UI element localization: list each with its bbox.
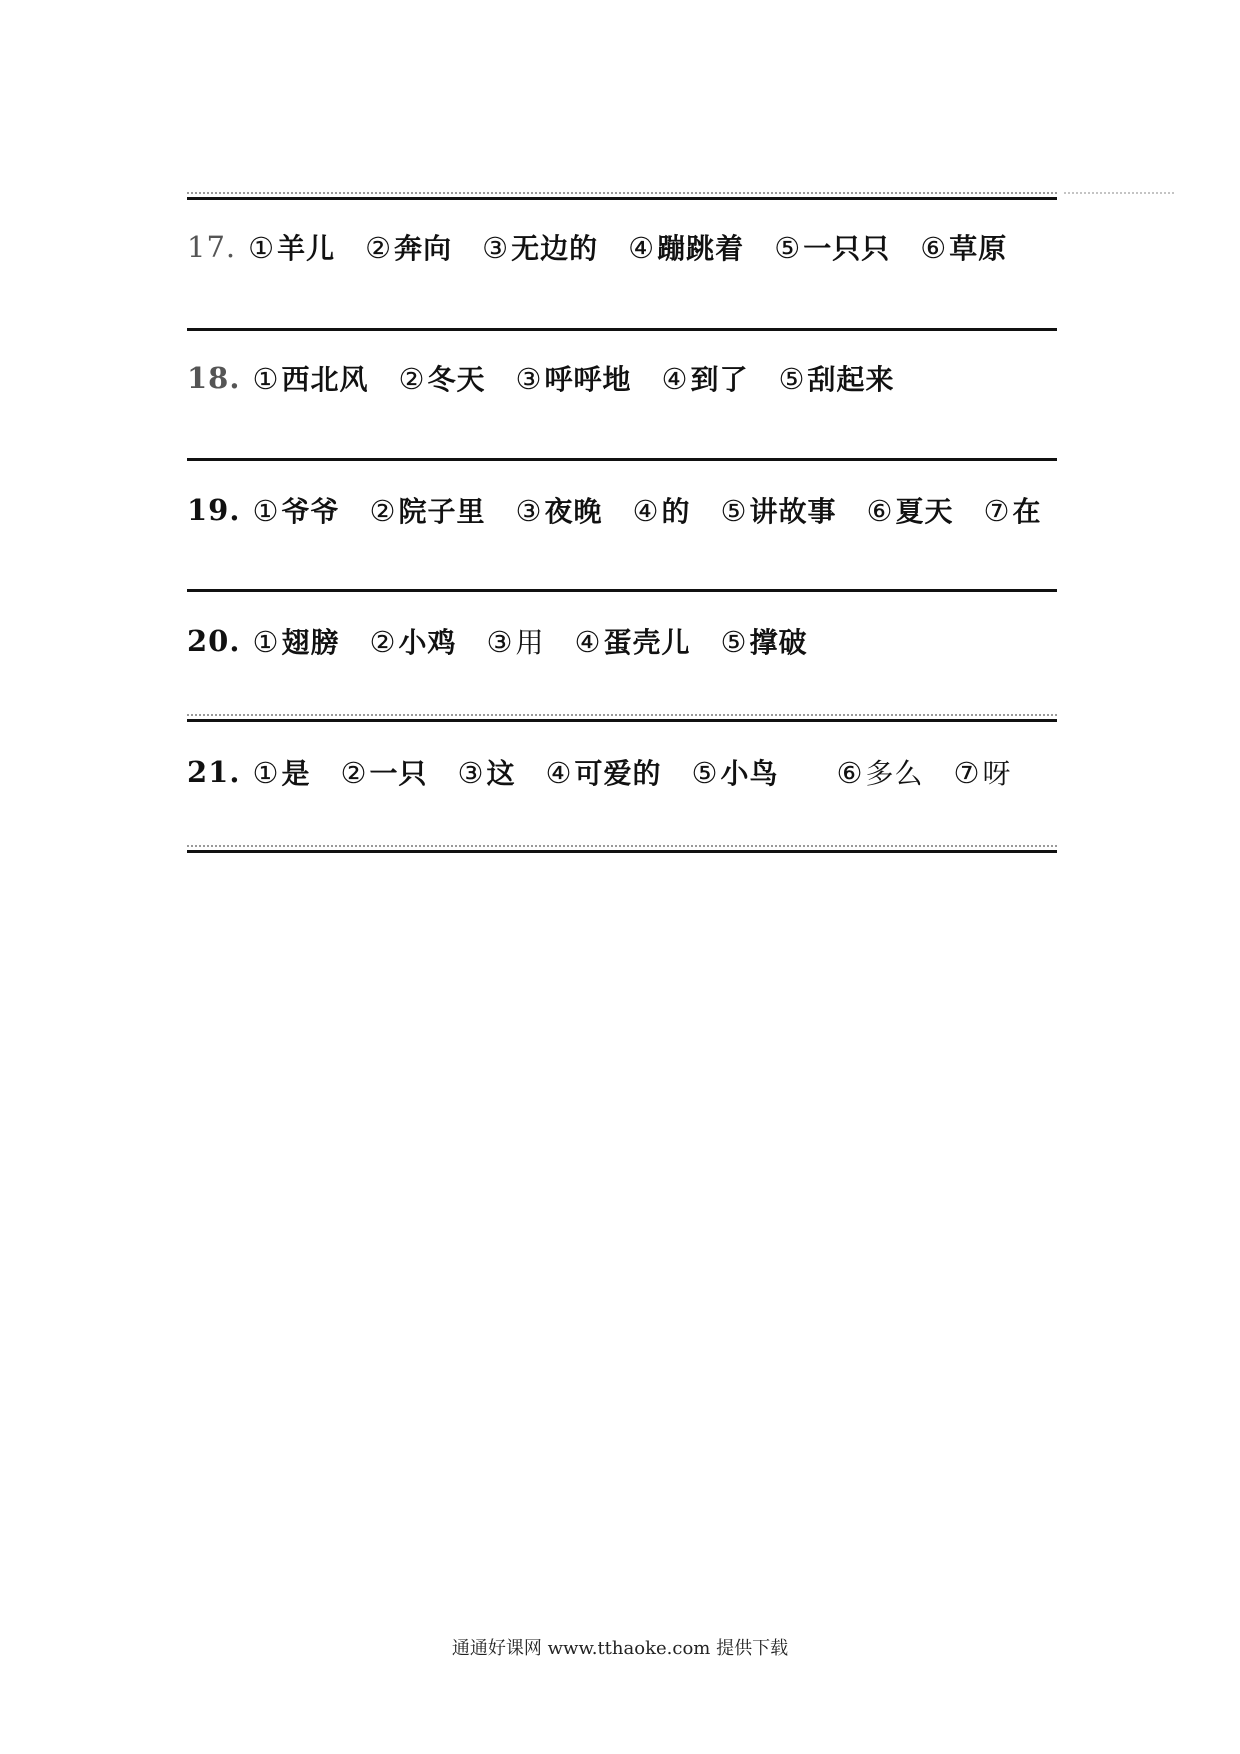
option — [774, 227, 890, 267]
option-text: 一只 — [369, 757, 428, 790]
option-text: 讲故事 — [749, 495, 837, 528]
question-number: 17. — [187, 230, 237, 264]
option-text: 的 — [661, 495, 691, 528]
option-text: 冬天 — [427, 363, 486, 396]
option-marker: ④ — [628, 231, 656, 265]
question-21 — [187, 752, 1042, 792]
option-text: 小鸡 — [398, 626, 457, 659]
option-text: 夏天 — [895, 495, 954, 528]
option — [984, 490, 1042, 530]
option-marker: ⑤ — [774, 231, 802, 265]
dotted-guide — [187, 845, 1057, 847]
question-number: 19. — [187, 493, 241, 527]
option — [252, 752, 310, 792]
option-text: 到了 — [690, 363, 749, 396]
option-text: 呼呼地 — [544, 363, 632, 396]
option-marker: ③ — [486, 625, 514, 659]
option-marker: ① — [248, 231, 276, 265]
option-marker: ② — [369, 494, 397, 528]
option-marker: ⑥ — [920, 231, 948, 265]
option-text: 奔向 — [394, 232, 453, 265]
option — [779, 358, 895, 398]
question-20 — [187, 621, 838, 661]
option — [954, 752, 1012, 792]
answer-line — [187, 197, 1057, 200]
question-number: 20. — [187, 624, 241, 658]
option-text: 羊儿 — [277, 232, 336, 265]
option-marker: ① — [252, 625, 280, 659]
option-text: 西北风 — [281, 363, 369, 396]
option-marker: ③ — [482, 231, 510, 265]
option — [662, 358, 749, 398]
option-marker: ⑤ — [720, 625, 748, 659]
dotted-guide-margin — [1064, 192, 1174, 194]
option — [867, 490, 954, 530]
option-marker: ④ — [574, 625, 602, 659]
option — [628, 227, 744, 267]
answer-line — [187, 850, 1057, 853]
option-text: 爷爷 — [281, 495, 340, 528]
option-text: 在 — [1012, 495, 1042, 528]
question-17 — [187, 227, 1037, 267]
option-marker: ② — [398, 362, 426, 396]
option — [837, 752, 924, 792]
option-marker: ④ — [545, 756, 573, 790]
option-text: 这 — [486, 757, 516, 790]
option-marker: ⑤ — [720, 494, 748, 528]
option — [365, 227, 452, 267]
option — [248, 227, 335, 267]
answer-line — [187, 328, 1057, 331]
dotted-guide — [187, 192, 1057, 194]
option-text: 蛋壳儿 — [603, 626, 691, 659]
option-text: 夜晚 — [544, 495, 603, 528]
option-text: 草原 — [949, 232, 1008, 265]
dotted-guide — [187, 714, 1057, 716]
option-marker: ① — [252, 494, 280, 528]
option-marker: ③ — [515, 362, 543, 396]
option — [369, 490, 485, 530]
option-marker: ⑤ — [778, 362, 806, 396]
option-marker: ① — [252, 362, 280, 396]
option-text: 小鸟 — [720, 757, 779, 790]
option-text: 可爱的 — [574, 757, 662, 790]
option-text: 是 — [281, 757, 311, 790]
answer-line — [187, 589, 1057, 592]
option-marker: ⑥ — [866, 494, 894, 528]
option-marker: ② — [365, 231, 393, 265]
option-text: 院子里 — [398, 495, 486, 528]
option-marker: ① — [252, 756, 280, 790]
answer-line — [187, 719, 1057, 722]
question-number: 21. — [187, 755, 241, 789]
option — [486, 621, 544, 661]
option — [369, 621, 456, 661]
option-marker: ② — [369, 625, 397, 659]
option — [515, 490, 602, 530]
option — [692, 752, 779, 792]
option-marker: ③ — [457, 756, 485, 790]
option — [482, 227, 598, 267]
footer-source: 通通好课网 www.tthaoke.com 提供下载 — [451, 1638, 789, 1659]
option — [515, 358, 631, 398]
option — [920, 227, 1007, 267]
option-marker: ⑥ — [836, 756, 864, 790]
option-text: 无边的 — [511, 232, 599, 265]
answer-line — [187, 458, 1057, 461]
option — [340, 752, 427, 792]
option-marker: ④ — [632, 494, 660, 528]
option-text: 翅膀 — [281, 626, 340, 659]
option-marker: ③ — [515, 494, 543, 528]
option-text: 刮起来 — [807, 363, 895, 396]
option-text: 多么 — [865, 757, 924, 790]
option-text: 撑破 — [749, 626, 808, 659]
option-marker: ⑦ — [983, 494, 1011, 528]
option-text: 一只只 — [803, 232, 891, 265]
option — [575, 621, 691, 661]
option-marker: ⑤ — [691, 756, 719, 790]
option-marker: ⑦ — [953, 756, 981, 790]
question-19 — [187, 490, 1072, 530]
question-number: 18. — [187, 361, 241, 395]
question-18 — [187, 358, 925, 398]
option-text: 用 — [515, 626, 545, 659]
option — [721, 621, 808, 661]
option — [633, 490, 691, 530]
option — [252, 490, 339, 530]
option-marker: ④ — [661, 362, 689, 396]
option — [252, 358, 368, 398]
option-text: 蹦跳着 — [657, 232, 745, 265]
option — [252, 621, 339, 661]
option-text: 呀 — [982, 757, 1012, 790]
option — [457, 752, 515, 792]
option — [721, 490, 837, 530]
option — [398, 358, 485, 398]
option — [546, 752, 662, 792]
option-marker: ② — [340, 756, 368, 790]
